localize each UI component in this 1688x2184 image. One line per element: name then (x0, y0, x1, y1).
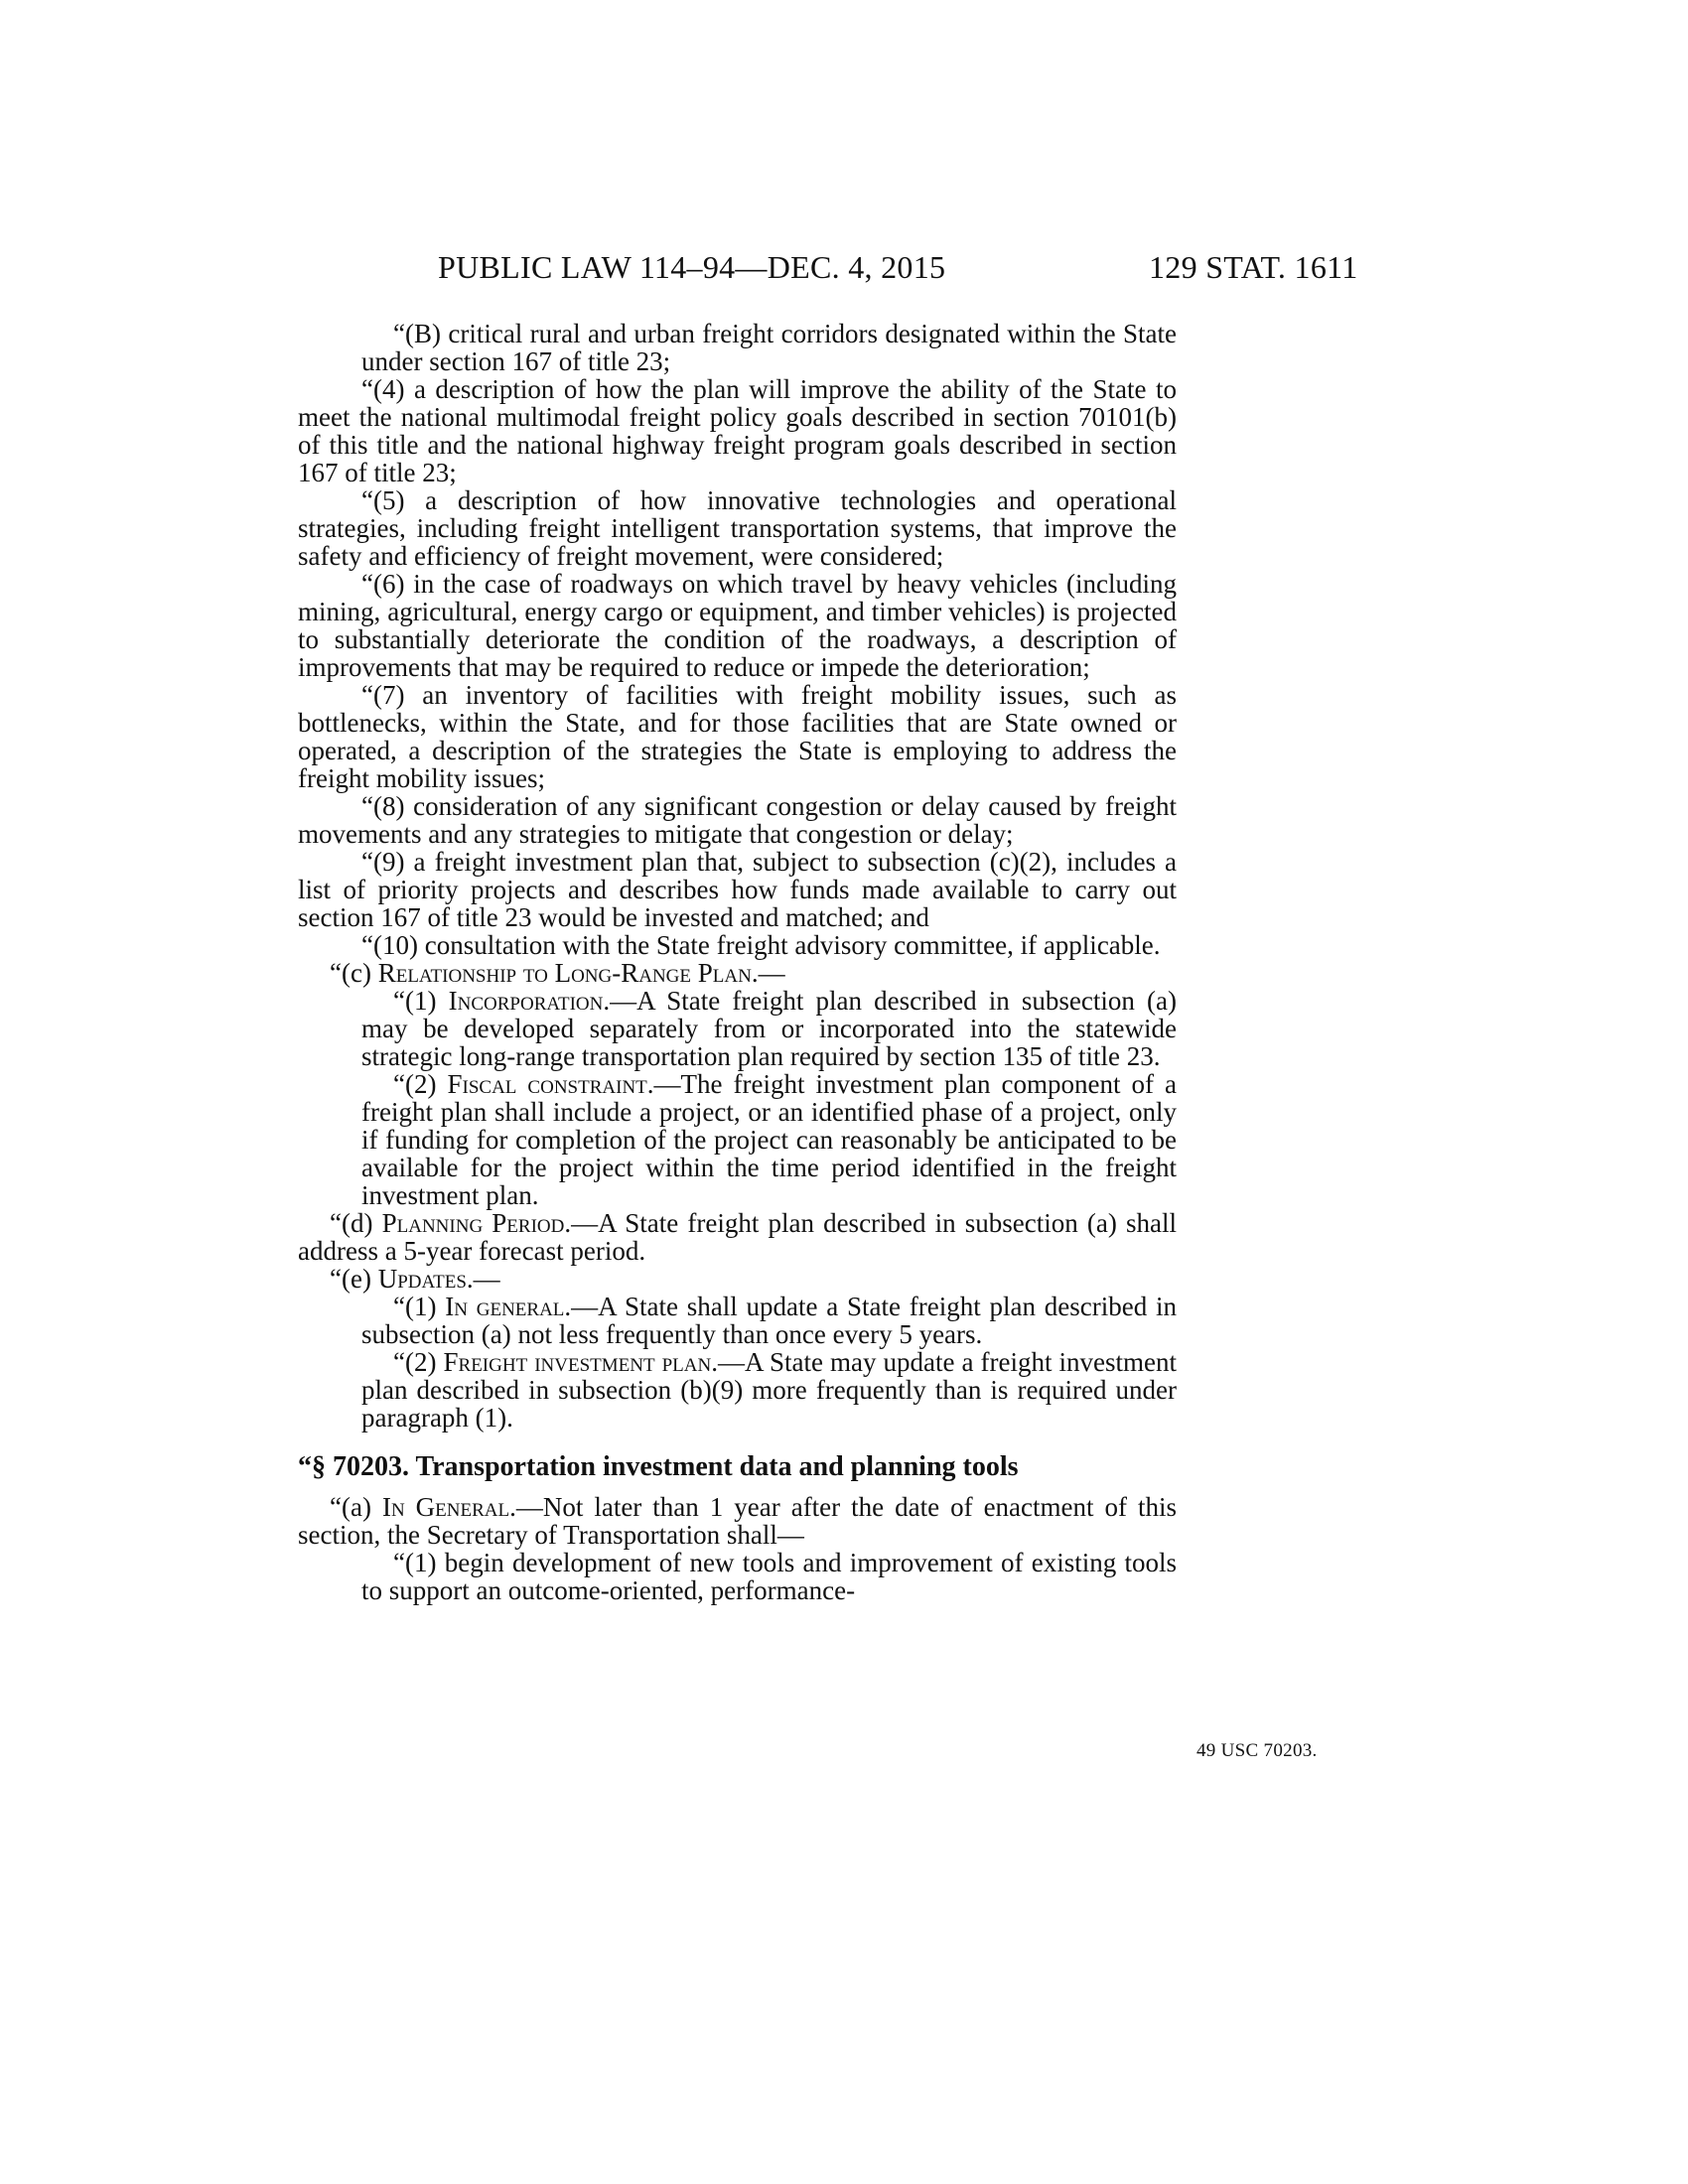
paragraph-4-text: “(4) a description of how the plan will improve the ability of the State to meet the national multimodal freight policy goals described in section 70101(b) of this title and the national highway freight program goals described in section 167 of title 23; (298, 374, 1177, 487)
section-a-1-text: “(1) begin development of new tools and improvement of existing tools to support an outcome-oriented, performance- (361, 1548, 1177, 1605)
page-citation: 129 STAT. 1611 (1149, 249, 1358, 285)
section-heading: “§ 70203. Transportation investment data and planning tools (298, 1451, 1019, 1482)
section-a-1 (298, 1549, 1177, 1604)
paragraph-7-text: “(7) an inventory of facilities with freight mobility issues, such as bottlenecks, within the State, and for those facilities that are State owned or operated, a description of the strategies the State is employing to address the freight mobility issues; (298, 680, 1177, 793)
page-header (0, 249, 1688, 299)
paragraph-6 (298, 570, 1177, 681)
d-heading: Planning Period (381, 1208, 565, 1238)
running-head: PUBLIC LAW 114–94—DEC. 4, 2015 (438, 249, 946, 285)
c2-text: .—The freight investment plan component of a freight plan shall include a project, or an identified phase of a project, only if funding for completion of the project can reasonably be anticipated to be available for the project within the time period identified in the freight investment plan. (361, 1069, 1178, 1210)
d-text: .—A State freight plan described in subsection (a) shall address a 5-year forecast period. (298, 1208, 1177, 1266)
paragraph-5-text: “(5) a description of how innovative technologies and operational strategies, including freight intelligent transportation systems, that improve the safety and efficiency of freight movement, were considered; (298, 485, 1177, 571)
subsection-c-2 (298, 1070, 1177, 1209)
paragraph-9-text: “(9) a freight investment plan that, subject to subsection (c)(2), includes a list of priority projects and describes how funds made available to carry out section 167 of title 23 would be invested and matched; and (298, 847, 1177, 932)
margin-citation: 49 USC 70203. (1196, 1740, 1318, 1761)
paragraph-8 (298, 792, 1177, 848)
e2-heading: Freight investment plan (443, 1347, 712, 1377)
c1-heading: Incorporation (448, 986, 604, 1016)
c1-lead: “(1) (393, 986, 449, 1016)
paragraph-6-text: “(6) in the case of roadways on which travel by heavy vehicles (including mining, agricultural, energy cargo or equipment, and timber vehicles) is projected to substantially deteriorate the condition of the roadways, a description of improvements that may be required to reduce or impede the deterioration; (298, 569, 1177, 682)
section-a-heading: In General (381, 1492, 510, 1522)
e1-lead: “(1) (393, 1292, 446, 1321)
section-a-text: .—Not later than 1 year after the date of enactment of this section, the Secretary of Transportation shall— (298, 1492, 1177, 1550)
c1-text: .—A State freight plan described in subsection (a) may be developed separately from or incorporated into the statewide strategic long-range transportation plan required by section 135 of title 23. (361, 986, 1178, 1071)
paragraph-5 (298, 486, 1177, 570)
paragraph-b-text: “(B) critical rural and urban freight corridors designated within the State under section 167 of title 23; (361, 319, 1177, 376)
subsection-c-heading (298, 959, 1177, 987)
subsection-c-title: Relationship to Long-Range Plan (377, 958, 752, 988)
subsection-c-1 (298, 987, 1177, 1070)
e-heading: Updates (377, 1264, 467, 1294)
paragraph-9 (298, 848, 1177, 931)
e-dash: .— (466, 1264, 500, 1294)
paragraph-8-text: “(8) consideration of any significant congestion or delay caused by freight movements and any strategies to mitigate that congestion or delay; (298, 791, 1177, 849)
e2-text: .—A State may update a freight investment plan described in subsection (b)(9) more frequently than is required under paragraph (1). (361, 1347, 1177, 1433)
subsection-d (298, 1209, 1177, 1265)
subsection-e-heading (298, 1265, 1177, 1293)
subsection-c-lead: “(c) (330, 958, 378, 988)
subsection-e-1 (298, 1293, 1177, 1348)
d-lead: “(d) (330, 1208, 382, 1238)
paragraph-4 (298, 375, 1177, 486)
e-lead: “(e) (330, 1264, 378, 1294)
subsection-e-2 (298, 1348, 1177, 1432)
paragraph-10 (298, 931, 1177, 959)
paragraph-7 (298, 681, 1177, 792)
section-subsection-a (298, 1493, 1177, 1549)
c2-heading: Fiscal constraint (447, 1069, 647, 1099)
section-a-lead: “(a) (330, 1492, 382, 1522)
paragraph-10-text: “(10) consultation with the State freight advisory committee, if applicable. (361, 930, 1161, 960)
subsection-c-dash: .— (751, 958, 785, 988)
e1-heading: In general (445, 1292, 565, 1321)
paragraph-b (298, 320, 1177, 375)
e1-text: .—A State shall update a State freight plan described in subsection (a) not less frequently than once every 5 years. (361, 1292, 1177, 1349)
statute-body (298, 320, 1177, 1604)
e2-lead: “(2) (393, 1347, 444, 1377)
c2-lead: “(2) (393, 1069, 448, 1099)
